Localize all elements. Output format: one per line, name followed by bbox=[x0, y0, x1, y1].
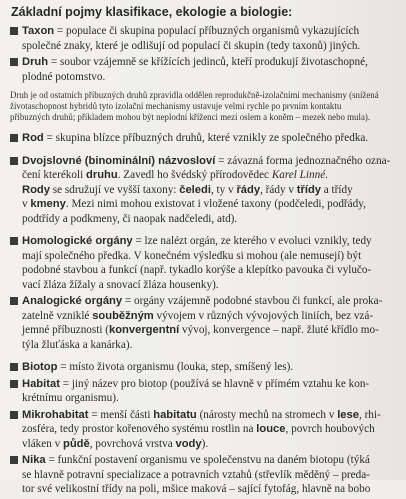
definition-text: = funkční postavení organismu ve společenstvu na daném biotopu (týká bbox=[45, 454, 370, 466]
definition-text: jemné příbuznosti ( bbox=[22, 324, 109, 336]
definition-text: = lze nalézt orgán, ze kterého v evoluci vznikly, tedy bbox=[132, 235, 372, 247]
definition-text: podtřídy a podkmeny, či naopak nadčeledi, atd). bbox=[22, 212, 238, 225]
definition-text: v bbox=[22, 198, 31, 210]
entry-nika bbox=[8, 453, 400, 497]
definition-text: = soubor vzájemně se křížících jedinců, kteří produkují životaschopné, bbox=[48, 56, 368, 68]
keyword-pude: půdě bbox=[63, 437, 90, 450]
square-bullet-icon bbox=[10, 134, 18, 142]
keyword-druh: druhu bbox=[86, 169, 118, 181]
square-bullet-icon bbox=[10, 27, 18, 35]
term-rod: Rod bbox=[22, 132, 44, 144]
keyword-konvergentni: konvergentní bbox=[109, 324, 180, 336]
entry-taxon bbox=[8, 24, 400, 53]
definition-text: = jiný název pro biotop (používá se hlavně v přímém vztahu ke kon- bbox=[59, 377, 370, 390]
square-bullet-icon bbox=[10, 411, 18, 419]
definition-text: vývoj, konvergence – např. žluté křídlo mo- bbox=[179, 324, 379, 336]
entry-analogicke-organy bbox=[8, 294, 400, 352]
keyword-kmeny: kmeny bbox=[30, 198, 66, 210]
definition-text: = skupina blízce příbuzných druhů, které vznikly ze společného předka. bbox=[43, 132, 369, 144]
term-dvojslovne: Dvojslovné (binominální) názvosloví bbox=[22, 154, 216, 167]
keyword-rady: řády bbox=[236, 183, 261, 196]
term-homologicke: Homologické orgány bbox=[22, 235, 133, 247]
term-analogicke: Analogické orgány bbox=[22, 295, 123, 307]
definition-text: , ty v bbox=[210, 183, 237, 196]
definition-text: týla žluťáska a kanárka). bbox=[22, 338, 133, 351]
entry-homologicke-organy bbox=[8, 234, 400, 292]
keyword-rody: Rody bbox=[22, 183, 50, 196]
definition-text: , povrchová vrstva bbox=[89, 437, 176, 450]
footnote-druh bbox=[8, 90, 400, 123]
square-bullet-icon bbox=[10, 58, 18, 66]
footnote-line: příbuzných druhů; příkladem mohou být neplodní kříženci mezi oslem a koněm – mezek nebo mula). bbox=[10, 112, 371, 122]
definition-text: = orgány vzájemně podobné stavbou či funkcí, ale proka- bbox=[122, 295, 383, 307]
definition-text: = populace či skupina populací příbuzných organismů vykazujících bbox=[54, 25, 360, 37]
definition-text: (nárosty mechů na stromech v bbox=[196, 408, 338, 421]
definition-text: ). bbox=[201, 437, 209, 450]
definition-text: plodné potomstvo. bbox=[22, 70, 106, 83]
keyword-tridy: třídy bbox=[296, 183, 321, 196]
term-mikrohabitat: Mikrohabitat bbox=[22, 408, 89, 421]
entry-habitat bbox=[8, 377, 400, 406]
definition-text: vací žláza žížaly a snovací žláza housenky). bbox=[22, 278, 219, 291]
definition-text: = místo života organismu (louka, step, smíšený les). bbox=[57, 361, 294, 373]
square-bullet-icon bbox=[10, 237, 18, 245]
definition-text: čení kterékoli bbox=[22, 169, 86, 181]
term-taxon: Taxon bbox=[22, 25, 55, 37]
definition-text: . Mezi nimi mohou existovat i vložené taxony (podčeledi, podřády, bbox=[65, 198, 366, 210]
square-bullet-icon bbox=[10, 363, 18, 371]
keyword-lese: lese bbox=[337, 408, 359, 421]
entry-druh bbox=[8, 55, 400, 84]
definition-text: , rhi- bbox=[358, 408, 381, 421]
definition-text: zosféra, tedy prostor kořenového systému rostlin na bbox=[22, 423, 257, 435]
term-nika: Nika bbox=[22, 454, 46, 466]
definition-text: . Zavedl ho švédský přírodovědec bbox=[117, 169, 272, 181]
keyword-habitatu: habitatu bbox=[153, 408, 197, 421]
definition-text: , povrch houbových bbox=[285, 423, 375, 435]
term-druh: Druh bbox=[22, 56, 49, 68]
square-bullet-icon bbox=[10, 297, 18, 305]
footnote-line: životaschopnost hybridů tyto izolační mechanismy ustavuje velmi rychle po prvním kontaktu bbox=[10, 101, 342, 111]
definition-text: se sdružují ve vyšší taxony: bbox=[49, 183, 180, 196]
name-karel-linne: Karel Linné bbox=[271, 169, 326, 181]
square-bullet-icon bbox=[10, 157, 18, 165]
definition-text: mají společného předka. V konečném výsledku si mohou (ale nemusejí) být bbox=[22, 249, 362, 262]
keyword-soubeznym: souběžným bbox=[92, 309, 154, 322]
definition-text: vláken v bbox=[22, 437, 64, 450]
keyword-vody: vody bbox=[175, 437, 202, 450]
entry-biotop bbox=[8, 360, 400, 375]
square-bullet-icon bbox=[10, 380, 18, 388]
definition-text: vývojem v různých vývojových liniích, bez vzá- bbox=[153, 309, 374, 322]
definition-text: společné znaky, které je odlišují od populací či skupin (tedy taxonů) jiných. bbox=[22, 39, 361, 52]
definition-text: se hlavně potravní specializace a potravních vztahů (střevlík měděný – preda- bbox=[22, 468, 370, 481]
keyword-louce: louce bbox=[256, 423, 286, 435]
definition-text: podobné stavbou a funkcí (např. tykadlo korýše a klepítko pavouka či vylučo- bbox=[22, 264, 372, 276]
keyword-celedi: čeledi bbox=[179, 183, 211, 196]
term-biotop: Biotop bbox=[22, 361, 58, 373]
definition-text: , řády v bbox=[260, 183, 297, 196]
definition-text: = menší části bbox=[88, 408, 154, 421]
page-content bbox=[8, 4, 400, 499]
definition-text: a třídy bbox=[321, 183, 353, 196]
entry-dvojslovne-nazvoslovi: Dvojslovné (binominální) názvosloví = závazná forma jednoznačného ozna- čení kterékoli druhu. Zavedl ho švédský přírodovědec Karel Linné. Rody se sdružují ve vyšší taxony: čeledi, ty v řády, řády v třídy a třídy v kmeny. Mezi nimi mohou existovat i vložené taxony (podčeledi, podřády, podtřídy a podkmeny, či naopak nadčeledi, atd). bbox=[8, 154, 400, 227]
square-bullet-icon bbox=[10, 456, 18, 464]
definition-text: krétnímu organismu). bbox=[22, 392, 119, 404]
definition-text: tor své velikostní třídy na poli, mšice maková – sající fytofág, hlavně na bobo bbox=[22, 483, 371, 495]
term-habitat: Habitat bbox=[22, 377, 60, 390]
footnote-line: Druh je od ostatních příbuzných druhů zpravidla oddělen reprodukčně-izolačními mechanismy (snížená bbox=[10, 90, 379, 100]
entry-rod bbox=[8, 131, 400, 146]
definition-text: zatelně vzniklé bbox=[22, 309, 93, 322]
page-heading: Základní pojmy klasifikace, ekologie a biologie: bbox=[11, 5, 293, 19]
definition-text: = závazná forma jednoznačného ozna- bbox=[215, 154, 391, 167]
entry-mikrohabitat bbox=[8, 408, 400, 452]
